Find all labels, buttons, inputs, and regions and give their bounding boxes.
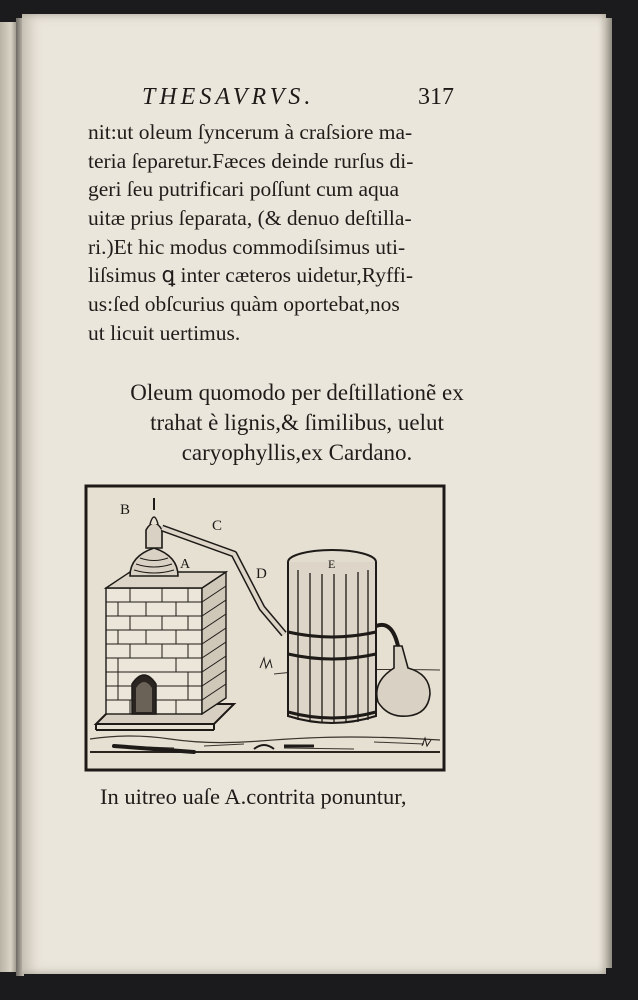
right-page-edge (604, 18, 612, 968)
book-page (22, 14, 606, 974)
running-title: THESAVRVS. (142, 84, 315, 110)
body-paragraph (88, 118, 488, 348)
text-line: liſsimus ꝗ inter cæteros uidetur,Ryffi- (88, 263, 414, 288)
text-line: teria ſeparetur.Fæces deinde rurſus di- (88, 148, 414, 173)
text-line: nit:ut oleum ſyncerum à craſsiore ma- (88, 120, 413, 144)
label-b: B (120, 502, 131, 518)
text-line: ut licuit uertimus. (88, 320, 241, 345)
label-d: D (256, 566, 267, 582)
distillation-woodcut (84, 484, 448, 774)
text-line: uitæ prius ſeparata, (& denuo deſtilla- (88, 206, 412, 231)
running-head (22, 84, 606, 118)
label-c: C (212, 518, 223, 534)
figure-caption: In uitreo uaſe A.contrita ponuntur, (100, 784, 407, 809)
text-line: us:ſed obſcurius quàm oportebat,nos (88, 292, 400, 317)
heading-line: Oleum quomodo per deſtillationẽ ex (130, 380, 464, 405)
label-a: A (180, 557, 191, 572)
page-number: 317 (418, 84, 454, 110)
heading-line: trahat è lignis,& ſimilibus, uelut (150, 410, 444, 435)
label-e: E (328, 557, 336, 571)
section-heading (62, 378, 532, 468)
heading-line: caryophyllis,ex Cardano. (181, 440, 413, 465)
text-line: ri.)Et hic modus commodiſsimus uti- (88, 234, 406, 259)
text-line: geri ſeu putrificari poſſunt cum aqua (88, 177, 400, 202)
